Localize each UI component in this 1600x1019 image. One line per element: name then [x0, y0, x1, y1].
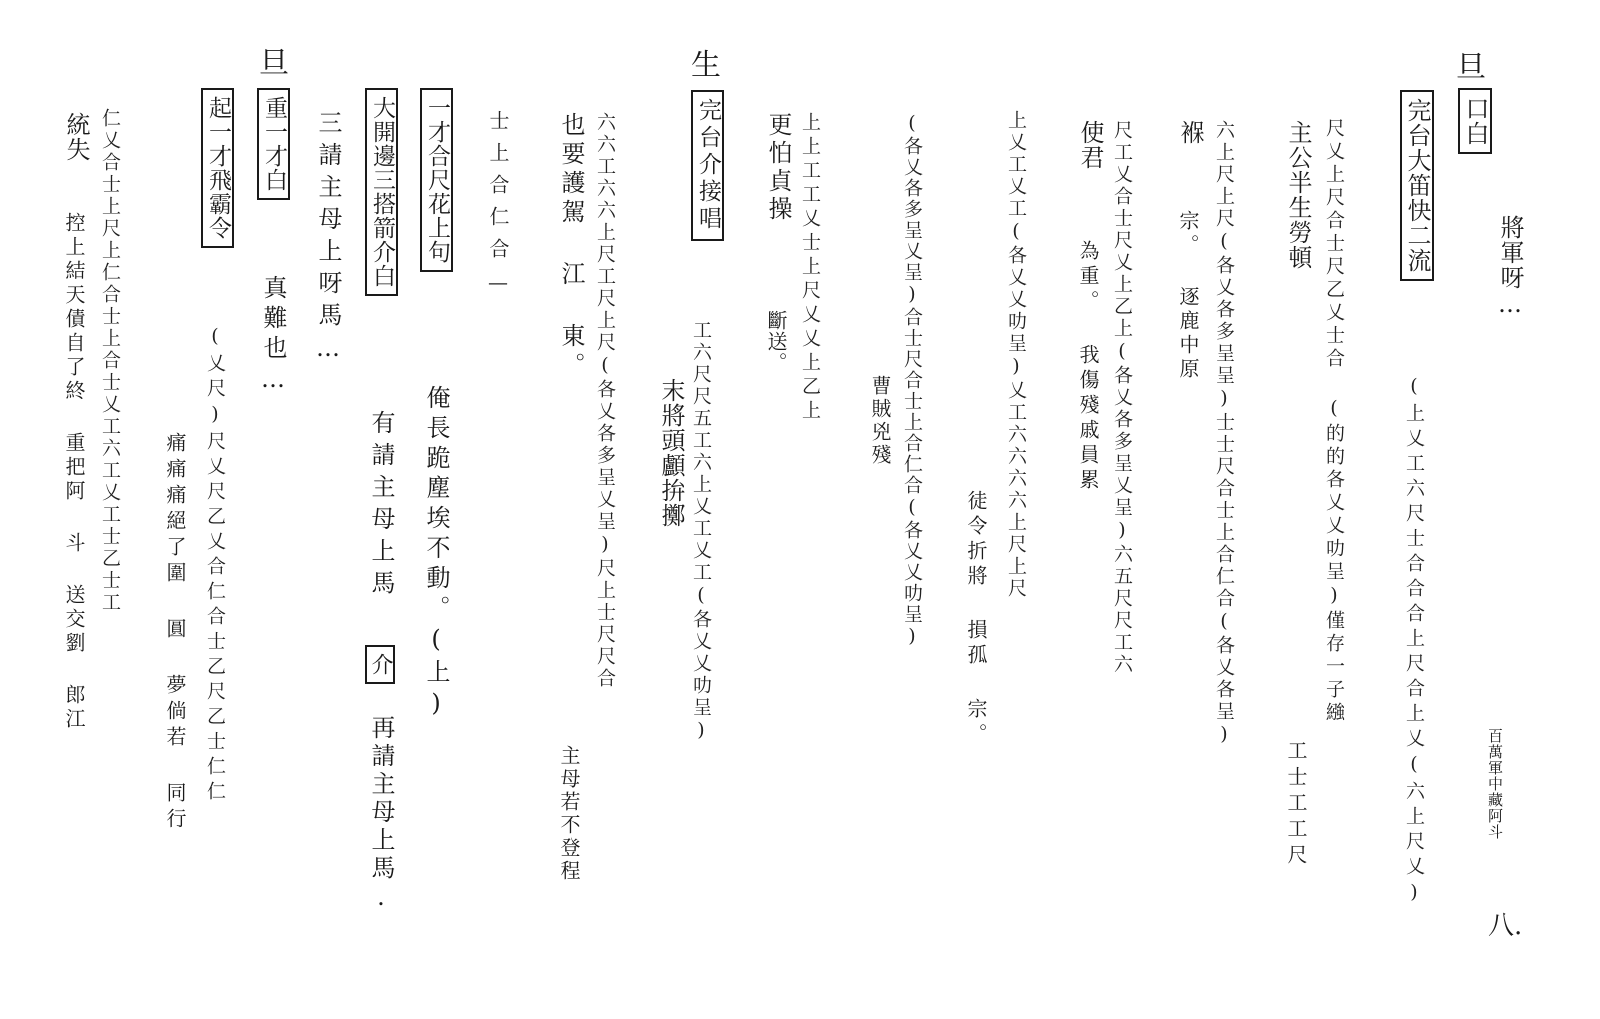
lyric-text: 褓 [1176, 120, 1204, 145]
role-marker: 生 [691, 48, 721, 83]
lyric-text: 使君 [1076, 120, 1104, 170]
cue-box: 完台大笛快二流 [1400, 90, 1434, 281]
cue-box: 起一才飛霸令 [201, 88, 234, 248]
gloss-text: 工士工工尺 [1284, 740, 1308, 870]
lyric-text: 統失 [62, 112, 90, 162]
notation-line: 工六尺尺五工六上乂工乂工(各乂乂叻呈) [690, 320, 712, 744]
gloss-text: 徒令折將 損孤 宗。 [964, 490, 988, 748]
lyric-text: 也要護駕 江 東。 [557, 112, 585, 381]
gloss-text: 控上結天債自了終 重把阿 斗 送交劉 郎江 [62, 212, 86, 732]
gloss-text: 主母若不登程 [557, 745, 581, 883]
notation-line: 尺乂上尺合士尺乙乂士合 (的的各乂乂叻呈)僅存一子繈 [1323, 118, 1345, 725]
lyric-text: 將軍呀… [1496, 215, 1524, 319]
lyric-text: 更怕貞操 [764, 112, 792, 224]
lyric-text: 主公半生勞頓 [1284, 120, 1312, 270]
lyric-text: 三請主母上呀馬… [314, 110, 342, 370]
notation-line: 尺工乂合士尺乂上乙上(各乂各多呈乂呈)六五尺尺工六 [1111, 120, 1133, 676]
cue-box: 口白 [1458, 88, 1492, 154]
page-number: 八. [1488, 911, 1523, 941]
notation-line: 士上合仁合— [486, 110, 510, 306]
cue-box: 重一才白 [257, 88, 290, 200]
notation-line: (乂尺)尺乂尺乙乂合仁合士乙尺乙士仁仁 [204, 325, 226, 806]
gloss-text: 為重。 我傷殘戚員累 [1076, 240, 1100, 494]
notation-line: (各乂各多呈乂呈)合士尺合士上合仁合(各乂乂叻呈) [901, 112, 923, 649]
lyric-text: 再請主母上馬. [367, 715, 395, 915]
gloss-text: 曹賊兇殘 [868, 375, 892, 467]
lyric-text: 有請主母上馬 [367, 410, 395, 602]
gloss-text: 斷送。 [764, 310, 788, 373]
notation-line: 六上尺上尺(各乂各多呈呈)士士尺合士上合仁合(各乂各呈) [1213, 120, 1235, 748]
notation-line: 仁乂合士上尺上仁合士上合士乂工六工乂工士乙士工 [99, 108, 121, 614]
cue-box: 介 [365, 645, 395, 684]
source-title: 百萬軍中藏阿斗 [1486, 728, 1504, 840]
cue-box: 完台介接唱 [691, 90, 724, 241]
notation-line: (上乂工六尺士合合合上尺合上乂(六上尺乂) [1403, 375, 1425, 909]
lyric-text: 末將頭顱拚擲 [657, 378, 685, 528]
notation-line: 上乂工乂工(各乂乂叻呈)乂工六六六六上尺上尺 [1005, 110, 1027, 600]
role-marker: 旦 [1456, 50, 1486, 85]
gloss-text: 宗。 逐鹿中原 [1176, 210, 1200, 382]
page-folio [1482, 728, 1508, 840]
lyric-text: 俺長跪塵埃不動。(上) [422, 385, 450, 723]
cue-box: 一才合尺花上句 [420, 88, 453, 272]
lyric-text: 真難也… [259, 275, 287, 399]
role-marker: 旦 [259, 46, 289, 81]
notation-line: 六六工六六上尺工尺上尺(各乂各多呈乂呈)尺上士尺尺合 [594, 112, 616, 690]
cue-box: 大開邊三搭箭介白 [365, 88, 398, 296]
notation-line: 上上工工乂士上尺乂乂上乙上 [799, 112, 821, 424]
gloss-text: 痛痛痛絕了圍 圓 夢倘若 同行 [163, 432, 187, 834]
